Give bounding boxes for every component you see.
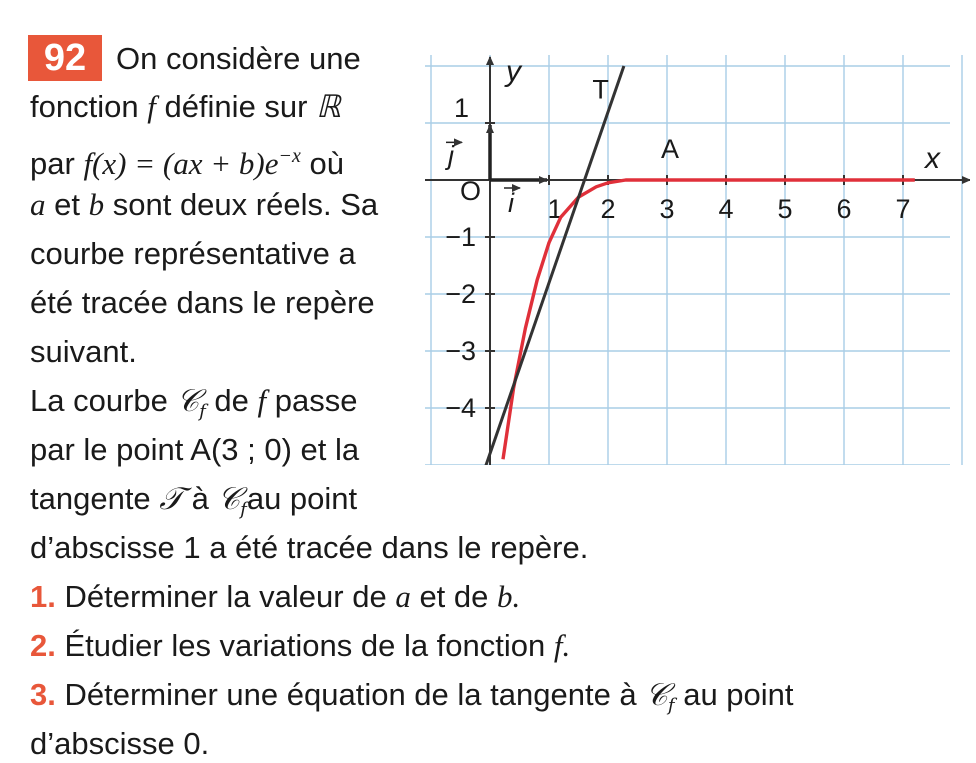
x-tick-label: 2: [600, 194, 616, 224]
intro-line-6: été tracée dans le repère: [30, 285, 375, 320]
unit-vector-j-label: j: [448, 140, 454, 171]
x-tick-label: 7: [895, 194, 911, 224]
tangent-line: [484, 66, 624, 465]
curve-para-line-4: d’abscisse 1 a été tracée dans le repère.: [30, 530, 589, 565]
curve-para-line-2: par le point A(3 ; 0) et la: [30, 432, 360, 467]
x-tick-label: 1: [547, 194, 563, 224]
x-tick-label: 6: [836, 194, 852, 224]
x-axis-label: x: [925, 142, 940, 175]
x-tick-label: 3: [659, 194, 675, 224]
intro-line-5: courbe représentative a: [30, 236, 356, 271]
y-tick-label: −1: [445, 222, 476, 252]
function-formula: f(x) = (ax + b)e: [83, 146, 279, 181]
y-tick-label: 1: [454, 93, 470, 123]
question-3: 3. Déterminer une équation de la tangente à 𝒞$_f$ au point: [30, 677, 794, 716]
intro-line-3: par $f(x) = (ax + b)e^{-x}$ où: [30, 145, 344, 181]
curve-para-line-1: La courbe 𝒞$_f$ de f passe: [30, 383, 358, 422]
intro-line-1: On considère une: [116, 41, 361, 76]
question-3-continued: d’abscisse 0.: [30, 726, 210, 761]
y-tick-label: −3: [445, 336, 476, 366]
x-tick-label: 4: [718, 194, 734, 224]
curve-para-line-3: tangente 𝒯 à 𝒞$_f$au point: [30, 481, 358, 520]
intro-line-4: a et b sont deux réels. Sa: [30, 187, 379, 222]
question-1: 1. Déterminer la valeur de a et de b.: [30, 579, 521, 614]
exercise-number-badge: 92: [28, 35, 102, 81]
point-a-label: A: [661, 134, 680, 164]
y-axis-label: y: [506, 55, 521, 88]
tangent-label: T: [592, 74, 609, 105]
intro-line-2: fonction f définie sur ℝ: [30, 89, 341, 124]
intro-line-7: suivant.: [30, 334, 137, 369]
graph-labels: [444, 55, 941, 218]
y-tick-label: −4: [445, 393, 476, 423]
grid: [425, 55, 962, 465]
y-tick-label: −2: [445, 279, 476, 309]
unit-vector-i-label: i: [508, 188, 514, 218]
curve-cf: [503, 180, 915, 459]
origin-label: O: [460, 176, 482, 206]
x-tick-label: 5: [777, 194, 793, 224]
question-2: 2. Étudier les variations de la fonction f.: [30, 628, 571, 663]
function-graph: [425, 55, 970, 465]
